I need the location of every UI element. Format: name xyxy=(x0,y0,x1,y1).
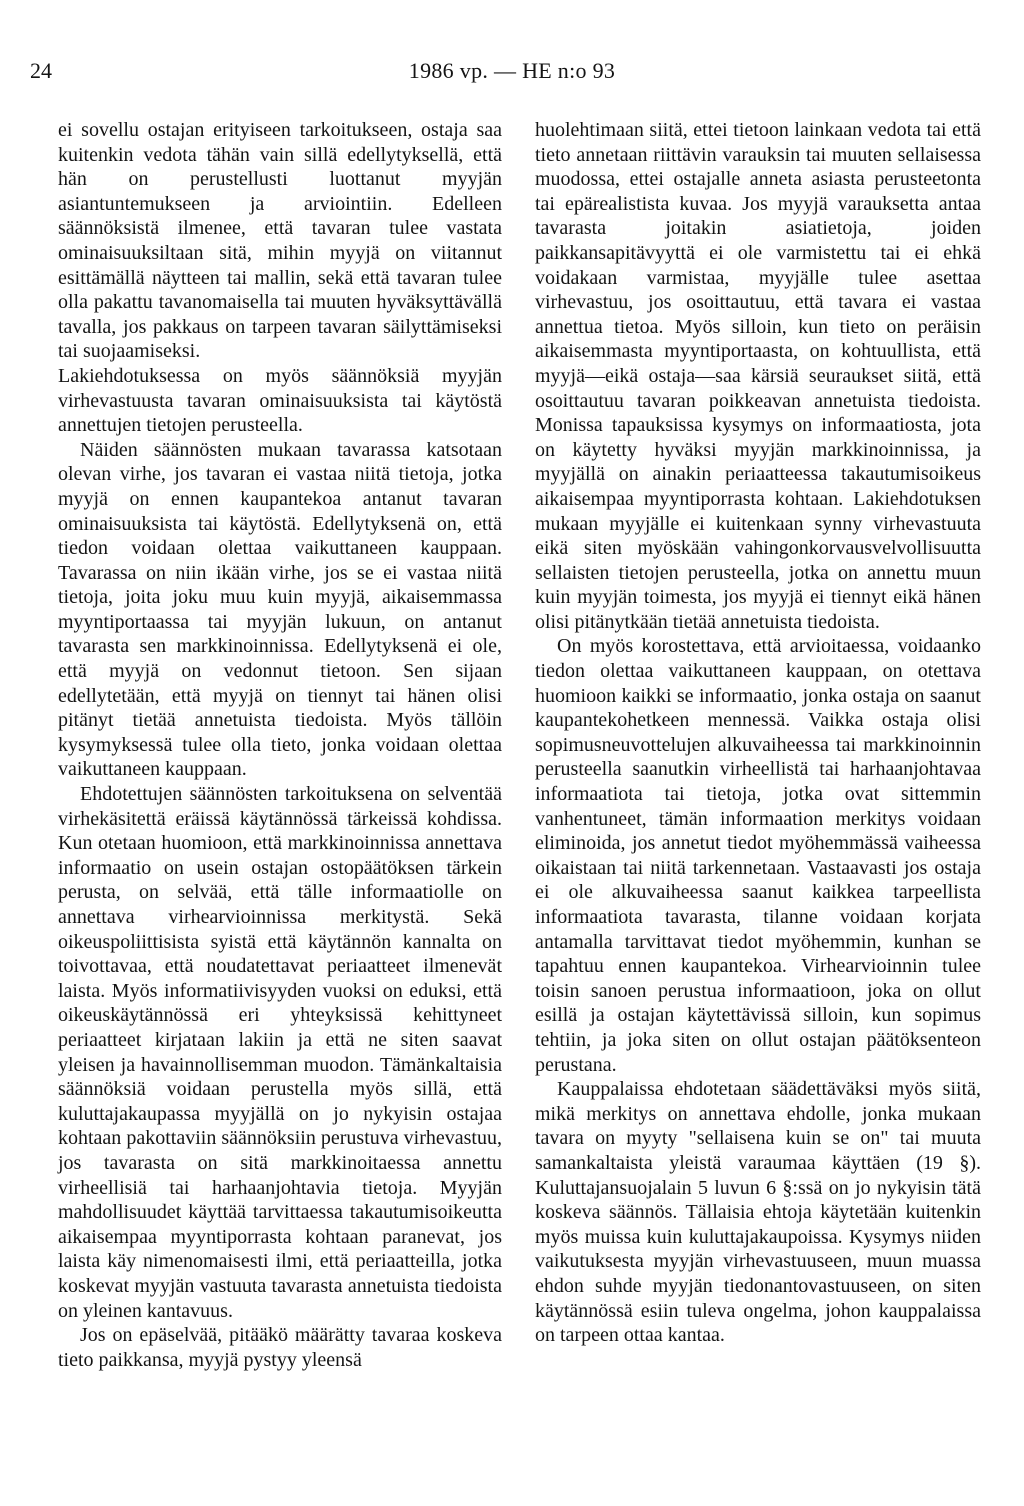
running-head: 1986 vp. — HE n:o 93 xyxy=(408,58,616,83)
paragraph: Jos on epäselvää, pitääkö määrätty tavaraa koskeva tieto paikkansa, myyjä pystyy yleensä xyxy=(58,1324,502,1371)
paragraph: On myös korostettava, että arvioitaessa, voidaanko tiedon olettaa vaikuttaneen kauppaan, on otettava huomioon kaikki se informaatio, jonka ostaja on saanut kaupantekohetkeen mennessä. Vaikka ostaja olisi sopimusneuvottelujen alkuvaiheessa tai markkinoinnin perusteella saanutkin virheellistä tai harhaanjohtavaa informaatiota tai tietoja, jotka ovat sittemmin vanhentuneet, tämän informaation merkitys voidaan eliminoida, jos annetut tiedot myöhemmässä vaiheessa oikaistaan tai niitä tarkennetaan. Vastaavasti jos ostaja ei ole alkuvaiheessa saanut kaikkea tarpeellista informaatiota tavarasta, tilanne voidaan korjata antamalla tarvittavat tiedot myöhemmin, kunhan se tapahtuu ennen kaupantekoa. Virhearvioinnin tulee toisin sanoen perustua informaatioon, joka on ollut esillä ja ostajan käytettävissä silloin, kun sopimus tehtiin, ja joka siten on ollut ostajan päätöksenteon perustana. xyxy=(535,635,981,1076)
paragraph: Ehdotettujen säännösten tarkoituksena on selventää virhekäsitettä eräissä käytännössä tärkeissä kohdissa. Kun otetaan huomioon, että markkinoinnissa annettava informaatio on usein ostajan ostopäätöksen tärkein perusta, on selvää, että tälle informaatiolle on annettava virhearvioinnissa merkitystä. Sekä oikeuspoliittisista syistä että käytännön kannalta on toivottavaa, että noudatettavat periaatteet ilmenevät laista. Myös informatiivisyyden vuoksi on eduksi, että oikeuskäytännössä eri yhteyksissä kehittyneet periaatteet kirjataan lakiin ja että ne siten saavat yleisen ja havainnollisemman muodon. Tämänkaltaisia säännöksiä voidaan perustella myös sillä, että kuluttajakaupassa myyjällä on jo nykyisin ostajaa kohtaan pakottaviin säännöksiin perustuva virhevastuu, jos tavarasta on sitä markkinoitaessa annettu virheellisiä tai harhaanjohtavia tietoja. Myyjän mahdollisuudet käyttää tarvittaessa takautumisoikeutta aikaisempaa myyntiporrasta kohtaan paranevat, jos laista käy nimenomaisesti ilmi, että periaatteilla, jotka koskevat myyjän vastuuta tavarasta annetuista tiedoista on yleinen kantavuus. xyxy=(58,783,502,1322)
paragraph: huolehtimaan siitä, ettei tietoon lainkaan vedota tai että tieto annetaan riittävin varauksin tai muuten sellaisessa muodossa, ettei ostajalle anneta asiasta perusteetonta tai epärealistista kuvaa. Jos myyjä varauksetta antaa tavarasta joitakin asiatietoja, joiden paikkansapitävyyttä ei ole varmistettu tai ei ehkä voidakaan varmistaa, myyjälle tulee asettaa virhevastuu, jos osoittautuu, että tavara ei vastaa annettua tietoa. Myös silloin, kun tieto on peräisin aikaisemmasta myyntiportaasta, on kohtuullista, että myyjä—eikä ostaja—saa kärsiä seuraukset siitä, että osoittautuu tavaran poikkeavan annetuista tiedoista. Monissa tapauksissa kysymys on informaatiosta, jota on käytetty hyväksi myyjän markkinoinnissa, ja myyjällä on ainakin periaatteessa takautumisoikeus aikaisempaa myyntiporrasta kohtaan. Lakiehdotuksen mukaan myyjälle ei kuitenkaan synny virhevastuuta eikä siten myöskään vahingonkorvausvelvollisuutta sellaisten tietojen perusteella, jotka on annettu muun kuin myyjän toimesta, jos myyjä ei tiennyt eikä hänen olisi pitänytkään tietää annetuista tiedoista. xyxy=(535,119,981,633)
page-number: 24 xyxy=(30,58,52,83)
paragraph: Lakiehdotuksessa on myös säännöksiä myyjän virhevastuusta tavaran ominaisuuksista tai käytöstä annettujen tietojen perusteella. xyxy=(58,364,502,437)
paragraph: Näiden säännösten mukaan tavarassa katsotaan olevan virhe, jos tavaran ei vastaa niitä tietoja, jotka myyjä on ennen kaupantekoa antanut tavaran ominaisuuksista tai käytöstä. Edellytyksenä on, että tiedon voidaan olettaa vaikuttaneen kauppaan. Tavarassa on niin ikään virhe, jos se ei vastaa niitä tietoja, joita joku muu kuin myyjä, aikaisemmassa myyntiportaassa tai myyjän lukuun, on antanut tavarasta sen markkinoinnissa. Edellytyksenä ei ole, että myyjä on vedonnut tietoon. Sen sijaan edellytetään, että myyjä on tiennyt tai hänen olisi pitänyt tietää annetuista tiedoista. Myös tällöin kysymyksessä tulee olla tieto, jonka voidaan olettaa vaikuttaneen kauppaan. xyxy=(58,438,502,781)
paragraph: ei sovellu ostajan erityiseen tarkoitukseen, ostaja saa kuitenkin vedota tähän vain sillä edellytyksellä, että hän on perustellusti luottanut myyjän asiantuntemukseen ja arviointiin. Edelleen säännöksistä ilmenee, että tavaran tulee vastata ominaisuuksiltaan sitä, mihin myyjä on viitannut esittämällä näytteen tai mallin, sekä että tavaran tulee olla pakattu tavanomaisella tai muuten hyväksyttävällä tavalla, jos pakkaus on tarpeen tavaran säilyttämiseksi tai suojaamiseksi. xyxy=(58,119,502,363)
right-column xyxy=(535,118,981,1348)
left-column xyxy=(58,118,502,1372)
paragraph: Kauppalaissa ehdotetaan säädettäväksi myös siitä, mikä merkitys on annettava ehdolle, jonka mukaan tavara on myyty "sellaisena kuin se on" tai muuta samankaltaista yleistä varaumaa käyttäen (19 §). Kuluttajansuojalain 5 luvun 6 §:ssä on jo nykyisin tätä koskeva säännös. Tällaisia ehtoja käytetään kuitenkin myös muissa kuin kuluttajakaupoissa. Kysymys niiden vaikutuksesta myyjän virhevastuuseen, muun muassa ehdon suhde myyjän tiedonantovastuuseen, on siten käytännössä esiin tuleva ongelma, johon kauppalaissa on tarpeen ottaa kantaa. xyxy=(535,1078,981,1347)
